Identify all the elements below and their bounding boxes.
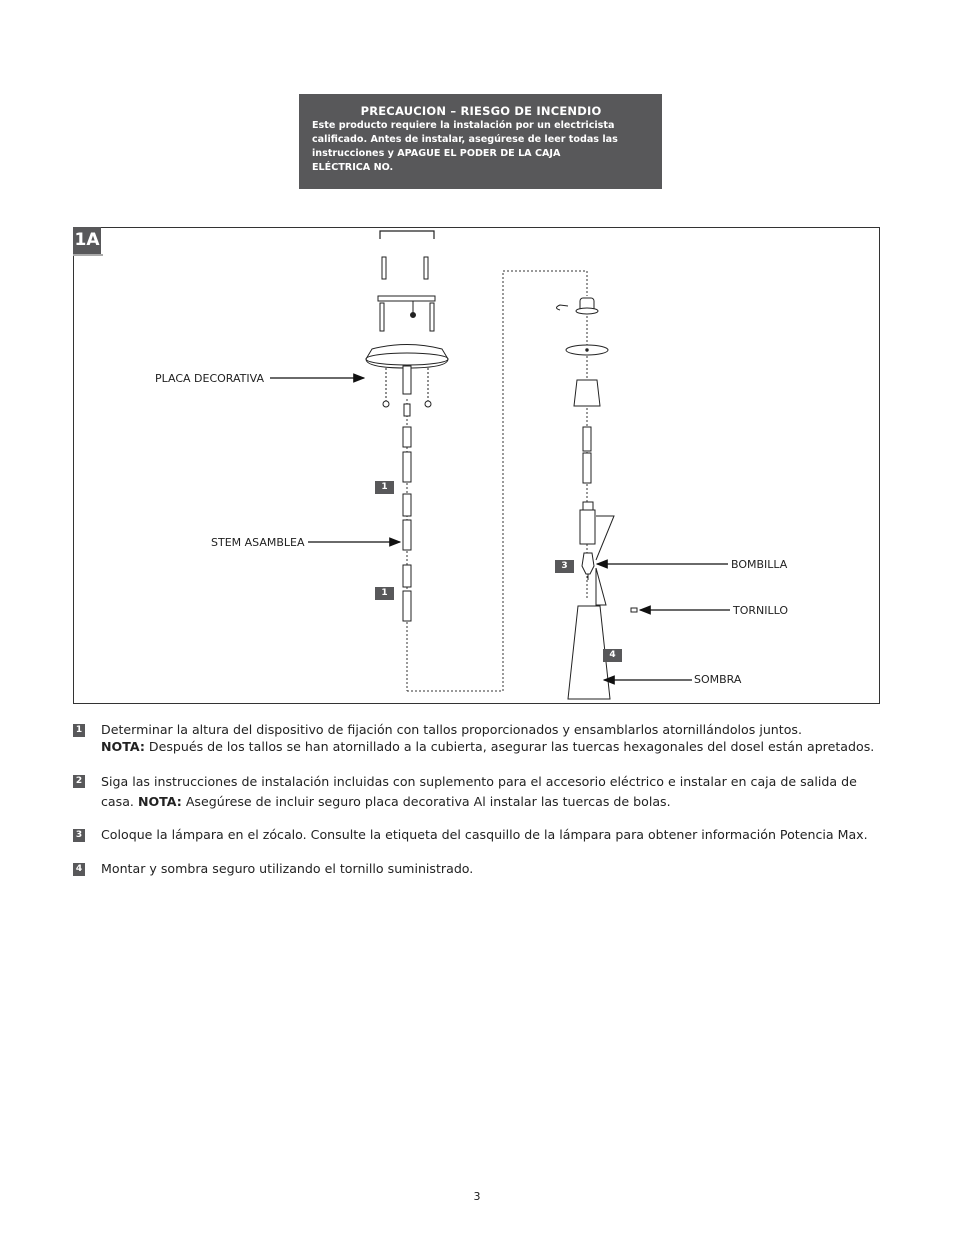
label-placa-decorativa: PLACA DECORATIVA [155, 372, 264, 385]
instruction-3-text: Coloque la lámpara en el zócalo. Consulte la etiqueta del casquillo de la lámpara para obtener información Potencia Max. [101, 827, 868, 842]
instruction-2-text-cont: casa. [101, 794, 138, 809]
warning-line-3-emphasis: APAGUE EL PODER DE LA CAJA [397, 148, 561, 159]
instruction-4-text: Montar y sombra seguro utilizando el tornillo suministrado. [101, 861, 474, 876]
instruction-number-3: 3 [73, 829, 85, 842]
instruction-number-4: 4 [73, 863, 85, 876]
socket-cup [574, 380, 600, 406]
instruction-1-note-label: NOTA: [101, 739, 145, 754]
instruction-1-note [101, 738, 891, 755]
warning-line-4: ELÉCTRICA NO. [312, 162, 394, 173]
label-stem-asamblea: STEM ASAMBLEA [211, 536, 305, 549]
stems [403, 427, 411, 621]
instruction-2 [101, 772, 891, 812]
shade [568, 516, 637, 699]
page-number: 3 [473, 1190, 481, 1203]
warning-line-3-text: instrucciones y [312, 148, 398, 159]
label-sombra: SOMBRA [694, 673, 742, 686]
instruction-number-1: 1 [73, 724, 85, 737]
ceiling-bracket [380, 231, 434, 239]
warning-line-2: calificado. Antes de instalar, asegúrese de leer todas las [312, 134, 618, 145]
instruction-2-note [101, 792, 891, 812]
instruction-2-note-text: Asegúrese de incluir seguro placa decorativa Al instalar las tuercas de bolas. [181, 794, 671, 809]
instruction-2-note-label: NOTA: [137, 794, 182, 809]
instruction-1-text: Determinar la altura del dispositivo de fijación con tallos proporcionados y ensamblarlos atornillándolos juntos. [101, 722, 803, 737]
instruction-2-text: Siga las instrucciones de instalación incluidas con suplemento para el accesorio eléctrico e instalar en caja de salida de [101, 774, 857, 789]
crossbar [378, 296, 435, 318]
mounting-screws [380, 257, 434, 331]
step-marker-3: 3 [555, 560, 574, 573]
instruction-number-2: 2 [73, 775, 85, 788]
instruction-1-note-text: Después de los tallos se han atornillado a la cubierta, asegurar las tuercas hexagonales del dosel están apretados. [144, 739, 875, 754]
instruction-1 [101, 721, 891, 755]
assembly-dashed-path [407, 271, 587, 691]
warning-line-1: Este producto requiere la instalación por un electricista [312, 120, 615, 131]
step-marker-1a: 1 [375, 481, 394, 494]
canopy [366, 345, 448, 417]
step-marker-1b: 1 [375, 587, 394, 600]
bulb [582, 553, 594, 580]
figure-badge: 1A [73, 227, 101, 254]
finial-and-washer [557, 298, 609, 355]
warning-title: PRECAUCION – RIESGO DE INCENDIO [360, 104, 602, 118]
label-tornillo: TORNILLO [733, 604, 789, 617]
leader-arrows [270, 378, 730, 680]
step-marker-4: 4 [603, 649, 622, 662]
label-bombilla: BOMBILLA [731, 558, 788, 571]
